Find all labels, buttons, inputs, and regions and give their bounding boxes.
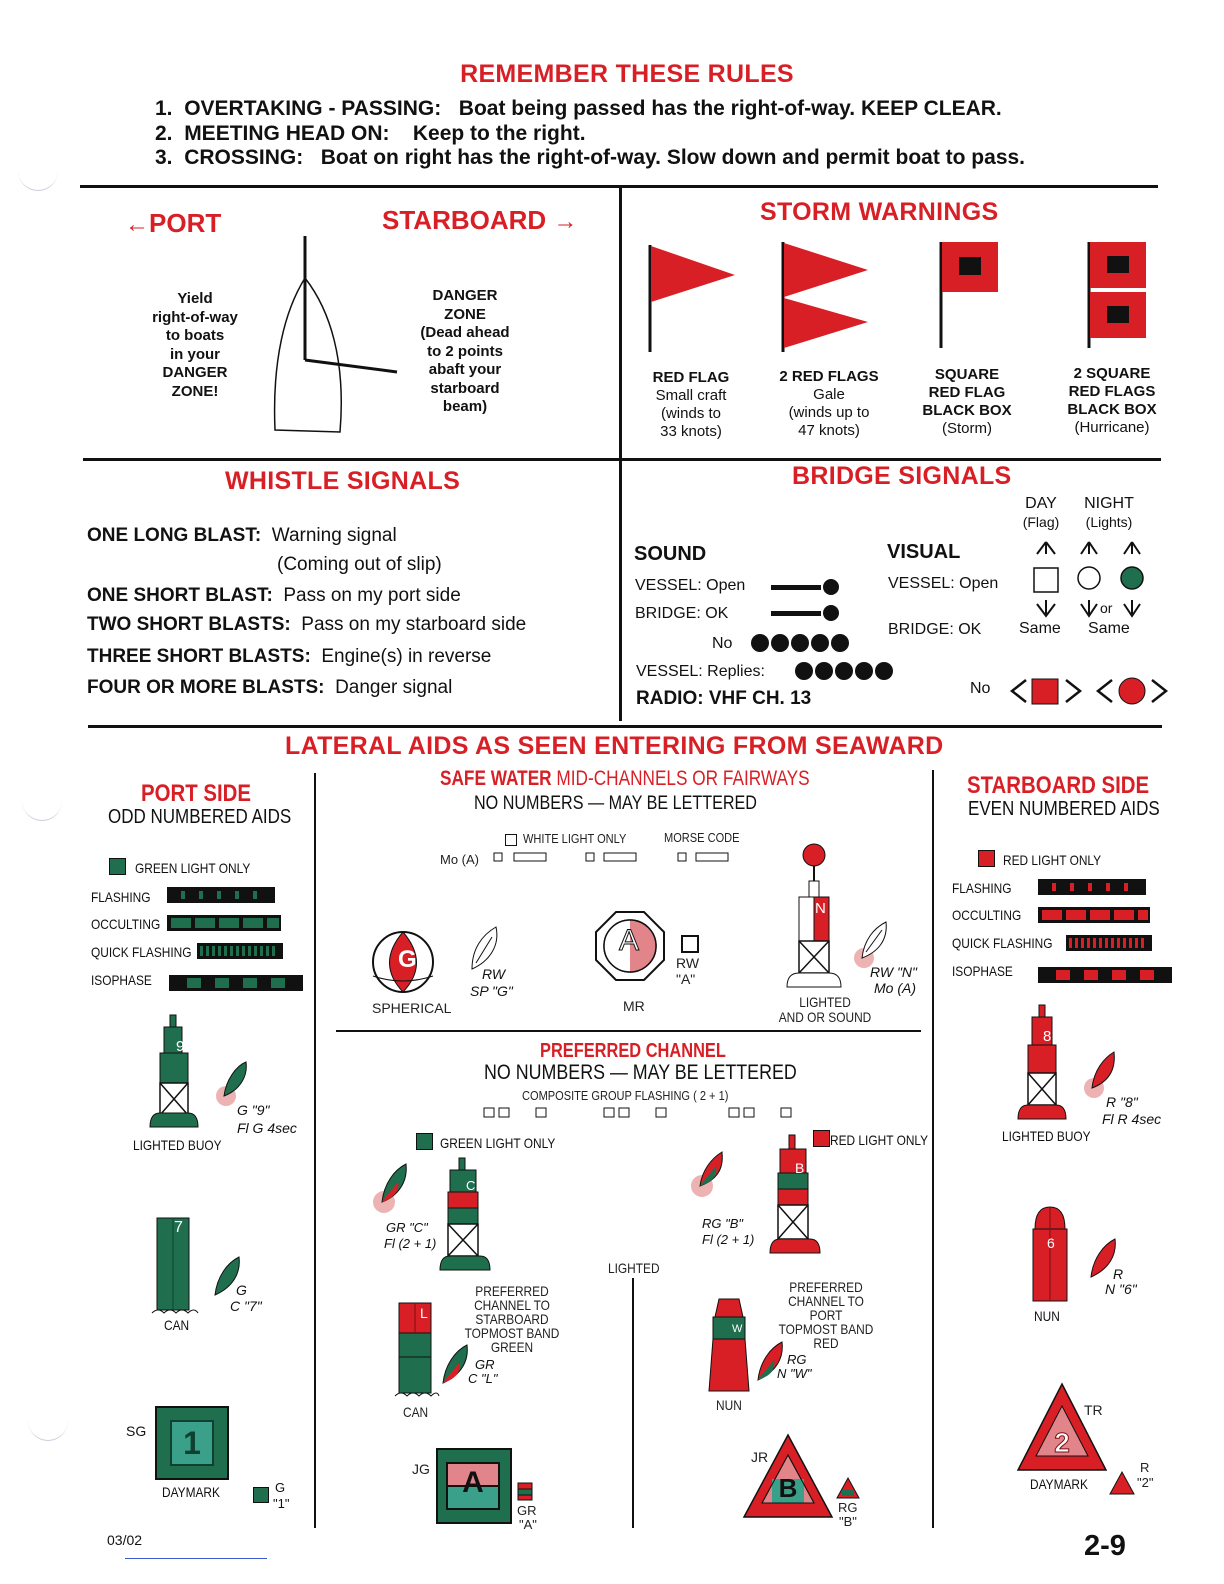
divider: [88, 725, 1162, 728]
safe-water-title: SAFE WATER MID-CHANNELS OR FAIRWAYS: [440, 767, 810, 790]
divider: [314, 773, 316, 1528]
composite-pattern: [482, 1106, 802, 1120]
lighted-sound-code2: Mo (A): [874, 980, 916, 996]
lighted-sound-letter: N: [815, 900, 826, 917]
mr-letter: A: [619, 924, 640, 957]
port-can-label: CAN: [164, 1317, 190, 1333]
divider: [632, 1278, 634, 1528]
lighted-label: LIGHTED: [608, 1260, 660, 1276]
green-light-label: GREEN LIGHT ONLY: [135, 860, 251, 876]
pattern-flashing: FLASHING: [952, 880, 1012, 896]
starboard-nun-code2: N "6": [1105, 1281, 1137, 1297]
composite-label: COMPOSITE GROUP FLASHING ( 2 + 1): [522, 1088, 729, 1103]
pref-can-label: CAN: [403, 1404, 429, 1420]
whistle-item: (Coming out of slip): [277, 554, 442, 575]
jr-label: JR: [751, 1449, 769, 1465]
spherical-letter: G: [398, 946, 417, 973]
pref-nun-code1: RG: [787, 1352, 807, 1367]
starboard-nun-number: 6: [1047, 1235, 1055, 1251]
jg-code1: GR: [517, 1503, 537, 1518]
bridge-visual-bridge: BRIDGE: OK: [888, 621, 982, 638]
bridge-vessel-replies: VESSEL: Replies:: [636, 663, 765, 680]
port-light-patterns: [167, 885, 307, 995]
gr-code2: Fl (2 + 1): [384, 1236, 437, 1251]
bridge-sound-label: SOUND: [634, 543, 707, 565]
bridge-visual-no: No: [970, 680, 991, 697]
bridge-bridge-ok: BRIDGE: OK: [635, 605, 729, 622]
red-leaf-icon: [1080, 1050, 1120, 1100]
rg-code1: RG "B": [702, 1216, 744, 1231]
starboard-nun-label: NUN: [1034, 1308, 1060, 1324]
pattern-quick-flashing: QUICK FLASHING: [952, 935, 1053, 951]
rg-leaf-icon: [688, 1150, 732, 1210]
port-daymark-label: DAYMARK: [162, 1484, 220, 1500]
bridge-vessel-open: VESSEL: Open: [635, 577, 746, 594]
storm-flag-2-label: 2 RED FLAGS Gale (winds up to 47 knots): [779, 368, 879, 439]
port-daymark-code2: "1": [273, 1496, 290, 1511]
whistle-item: ONE LONG BLAST: Warning signal: [87, 525, 397, 546]
port-can-code2: C "7": [230, 1298, 262, 1314]
port-buoy-code1: G "9": [237, 1102, 270, 1118]
port-daymark-code1: G: [275, 1480, 286, 1495]
storm-flag-1-label: RED FLAG Small craft (winds to 33 knots): [652, 369, 730, 440]
morse-pattern: [492, 851, 732, 865]
small-green-square-icon: [253, 1487, 269, 1503]
white-light-icon: [505, 834, 517, 846]
lighted-sound-buoy: [785, 843, 845, 993]
bridge-or: or: [1100, 600, 1113, 616]
whistle-item: ONE SHORT BLAST: Pass on my port side: [87, 585, 461, 606]
green-light-icon: [416, 1133, 433, 1150]
bridge-no: No: [712, 635, 733, 652]
footer-underline: [125, 1558, 267, 1559]
pattern-isophase: ISOPHASE: [952, 963, 1013, 979]
rg-lighted-buoy: [770, 1135, 826, 1260]
rg-letter: B: [795, 1160, 805, 1176]
whistle-item: FOUR OR MORE BLASTS: Danger signal: [87, 677, 453, 698]
gr-lighted-buoy: [440, 1158, 496, 1273]
jg-letter: A: [462, 1466, 484, 1499]
spherical-code2: SP "G": [470, 983, 513, 999]
bridge-title: BRIDGE SIGNALS: [792, 462, 1012, 490]
rule-2: 2. MEETING HEAD ON: Keep to the right.: [155, 122, 586, 145]
binder-hole: [18, 160, 58, 191]
jr-small-icon: [837, 1476, 861, 1500]
bridge-day-label: DAY (Flag): [1022, 495, 1060, 530]
divider: [932, 770, 934, 1528]
starboard-lighted-buoy: [1016, 1005, 1076, 1125]
yield-text: Yield right-of-way to boats in your DANGER ZONE!: [152, 290, 238, 400]
pref-nun-buoy: [705, 1297, 755, 1397]
storm-title: STORM WARNINGS: [760, 198, 999, 226]
rules-title: REMEMBER THESE RULES: [460, 60, 794, 88]
port-lighted-buoy: [148, 1015, 208, 1130]
port-label: ←PORT: [125, 208, 222, 238]
divider: [619, 186, 622, 721]
starboard-label: STARBOARD →: [382, 205, 578, 235]
starboard-buoy-code2: Fl R 4sec: [1102, 1111, 1162, 1127]
spherical-code1: RW: [482, 966, 506, 982]
binder-hole: [22, 790, 62, 821]
pref-nun-label: NUN: [716, 1397, 742, 1413]
boat-diagram: [260, 230, 420, 440]
starboard-buoy-number: 8: [1043, 1028, 1052, 1045]
pref-green-label: GREEN LIGHT ONLY: [440, 1135, 556, 1151]
green-light-icon: [109, 858, 126, 875]
pattern-isophase: ISOPHASE: [91, 972, 152, 988]
storm-flags: [640, 240, 1180, 355]
jg-label: JG: [412, 1461, 430, 1477]
starboard-nun-code1: R: [1113, 1266, 1124, 1282]
spherical-label: SPHERICAL: [372, 1000, 452, 1016]
port-can-number: 7: [174, 1219, 183, 1236]
jr-code1: RG: [838, 1500, 858, 1515]
jr-code2: "B": [839, 1514, 857, 1529]
port-side-title: PORT SIDE: [141, 780, 251, 807]
white-leaf-icon: [850, 920, 890, 970]
rg-code2: Fl (2 + 1): [702, 1232, 755, 1247]
port-daymark-number: 1: [170, 1420, 214, 1466]
divider: [336, 1030, 921, 1032]
binder-hole: [28, 1410, 68, 1441]
rule-1: 1. OVERTAKING - PASSING: Boat being passed has the right-of-way. KEEP CLEAR.: [155, 97, 1002, 120]
starboard-daymark-label: DAYMARK: [1030, 1476, 1088, 1492]
white-square-icon: [681, 935, 699, 953]
lateral-title: LATERAL AIDS AS SEEN ENTERING FROM SEAWARD: [285, 732, 944, 760]
starboard-daymark-number: 2: [1054, 1427, 1070, 1458]
starboard-tr-label: TR: [1084, 1402, 1103, 1418]
storm-flag-3-label: SQUARE RED FLAG BLACK BOX (Storm): [922, 366, 1012, 437]
red-light-icon: [978, 850, 995, 867]
bridge-radio: RADIO: VHF CH. 13: [636, 688, 812, 709]
starboard-buoy-code1: R "8": [1106, 1094, 1138, 1110]
gr-leaf-icon: [370, 1160, 414, 1220]
pattern-quick-flashing: QUICK FLASHING: [91, 944, 192, 960]
preferred-sub: NO NUMBERS — MAY BE LETTERED: [484, 1061, 797, 1084]
preferred-title: PREFERRED CHANNEL: [540, 1040, 726, 1062]
mr-label: MR: [623, 998, 645, 1014]
bridge-same-day: Same: [1019, 620, 1061, 637]
port-can-code1: G: [236, 1282, 247, 1298]
page-number: 2-9: [1084, 1530, 1126, 1562]
mr-code1: RW: [676, 955, 700, 971]
danger-zone-text: DANGER ZONE (Dead ahead to 2 points abaft your starboard beam): [420, 287, 510, 415]
pref-red-label: RED LIGHT ONLY: [830, 1132, 929, 1148]
starboard-side-title: STARBOARD SIDE: [967, 772, 1150, 799]
pref-to-port-text: PREFERRED CHANNEL TO PORT TOPMOST BAND RED: [778, 1279, 874, 1351]
lighted-sound-label: LIGHTED AND OR SOUND: [778, 994, 872, 1025]
port-buoy-code2: Fl G 4sec: [237, 1120, 297, 1136]
safe-water-sub: NO NUMBERS — MAY BE LETTERED: [474, 793, 757, 814]
jr-letter: B: [778, 1473, 798, 1503]
mo-a-label: Mo (A): [440, 852, 479, 867]
bridge-visual-vessel: VESSEL: Open: [888, 575, 999, 592]
bridge-visual-label: VISUAL: [887, 541, 961, 563]
whistle-item: THREE SHORT BLASTS: Engine(s) in reverse: [87, 646, 492, 667]
starboard-side-sub: EVEN NUMBERED AIDS: [968, 798, 1160, 820]
starboard-lighted-buoy-label: LIGHTED BUOY: [1002, 1128, 1091, 1144]
port-sg-label: SG: [126, 1423, 147, 1439]
pref-can-buoy: [395, 1300, 439, 1400]
starboard-light-patterns: [1038, 877, 1178, 987]
starboard-nun-buoy: [1025, 1205, 1075, 1305]
mr-code2: "A": [676, 971, 696, 987]
small-red-triangle-icon: [1110, 1470, 1136, 1496]
bridge-night-label: NIGHT (Lights): [1084, 495, 1134, 530]
whistle-item: TWO SHORT BLASTS: Pass on my starboard side: [87, 614, 527, 635]
gr-code1: GR "C": [386, 1220, 428, 1235]
jg-code2: "A": [519, 1517, 537, 1532]
port-side-sub: ODD NUMBERED AIDS: [108, 806, 292, 828]
divider: [83, 458, 1161, 461]
pref-nun-letter: W: [732, 1323, 743, 1335]
gr-letter: C: [466, 1178, 476, 1193]
starboard-daymark-code1: R: [1140, 1460, 1150, 1475]
pattern-flashing: FLASHING: [91, 889, 151, 905]
bridge-same-night: Same: [1088, 620, 1130, 637]
port-lighted-buoy-label: LIGHTED BUOY: [133, 1137, 222, 1153]
pattern-occulting: OCCULTING: [91, 916, 161, 932]
pref-can-code1: GR: [475, 1357, 495, 1372]
no-signal-icons: [1010, 674, 1175, 710]
lighted-sound-code1: RW "N": [870, 964, 918, 980]
pref-nun-code2: N "W": [777, 1366, 812, 1381]
footer-date: 03/02: [107, 1532, 143, 1548]
visual-signal-icons: [1025, 540, 1155, 620]
sound-signal-icons: [760, 578, 900, 688]
pref-to-starboard-text: PREFERRED CHANNEL TO STARBOARD TOPMOST BAND GREEN: [464, 1283, 560, 1355]
whistle-title: WHISTLE SIGNALS: [225, 467, 461, 495]
jg-small-icon: [517, 1482, 535, 1502]
port-buoy-number: 9: [176, 1038, 185, 1055]
white-light-label: WHITE LIGHT ONLY: [523, 831, 627, 846]
morse-code-label: MORSE CODE: [664, 830, 740, 845]
storm-flag-4-label: 2 SQUARE RED FLAGS BLACK BOX (Hurricane): [1067, 365, 1157, 436]
rule-3: 3. CROSSING: Boat on right has the right-of-way. Slow down and permit boat to pass.: [155, 146, 1026, 169]
pattern-occulting: OCCULTING: [952, 907, 1022, 923]
starboard-daymark-code2: "2": [1137, 1475, 1154, 1490]
pref-can-letter: L: [420, 1305, 428, 1321]
red-light-label: RED LIGHT ONLY: [1003, 852, 1102, 868]
pref-can-code2: C "L": [468, 1371, 498, 1386]
